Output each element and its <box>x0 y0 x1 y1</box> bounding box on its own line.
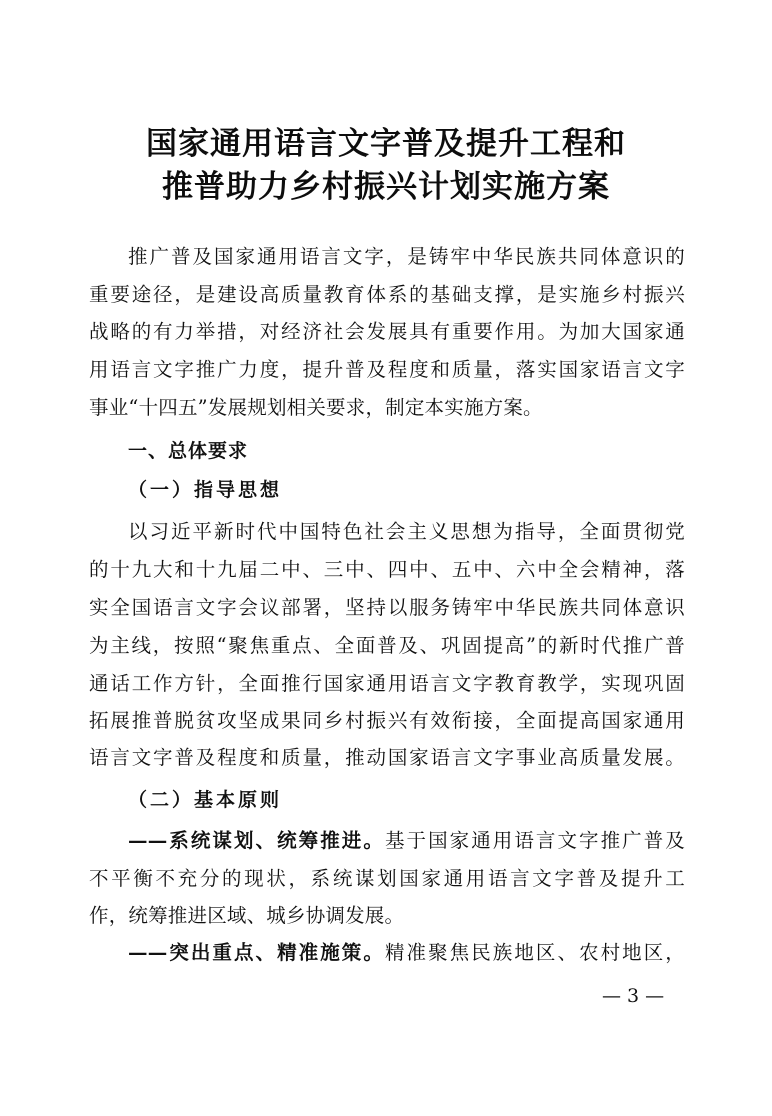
principle-1-text: 基于国家通用语言文字推广普及 <box>384 829 685 852</box>
guiding-line-6: 拓展推普脱贫攻坚成果同乡村振兴有效衔接，全面提高国家通用 <box>89 709 685 732</box>
principle-2-line-1 <box>128 941 685 965</box>
guiding-line-2: 的十九大和十九届二中、三中、四中、五中、六中全会精神，落 <box>89 558 685 581</box>
principle-1-title: ——系统谋划、统筹推进。 <box>128 829 385 852</box>
section-heading-general-requirements: 一、总体要求 <box>128 440 249 462</box>
guiding-line-5: 通话工作方针，全面推行国家通用语言文字教育教学，实现巩固 <box>89 672 685 695</box>
principle-2-text: 精准聚焦民族地区、农村地区， <box>384 941 685 964</box>
subsection-heading-guiding-thought: （一）指导思想 <box>128 479 283 501</box>
page-number: — 3 — <box>602 985 665 1007</box>
intro-line-1: 推广普及国家通用语言文字，是铸牢中华民族共同体意识的 <box>128 245 685 268</box>
guiding-line-3: 实全国语言文字会议部署，坚持以服务铸牢中华民族共同体意识 <box>89 596 685 619</box>
guiding-line-1: 以习近平新时代中国特色社会主义思想为指导，全面贯彻党 <box>128 520 685 543</box>
guiding-line-4: 为主线，按照“聚焦重点、全面普及、巩固提高”的新时代推广普 <box>89 634 685 657</box>
principle-2-title: ——突出重点、精准施策。 <box>128 941 385 964</box>
intro-line-2: 重要途径，是建设高质量教育体系的基础支撑，是实施乡村振兴 <box>89 283 685 306</box>
intro-line-4: 用语言文字推广力度，提升普及程度和质量，落实国家语言文字 <box>89 358 685 381</box>
subsection-heading-basic-principles: （二）基本原则 <box>128 789 283 811</box>
intro-line-5: 事业“十四五”发展规划相关要求，制定本实施方案。 <box>89 396 543 419</box>
guiding-line-7: 语言文字普及程度和质量，推动国家语言文字事业高质量发展。 <box>89 746 685 769</box>
intro-line-3: 战略的有力举措，对经济社会发展具有重要作用。为加大国家通 <box>89 320 685 343</box>
principle-1-line-1 <box>128 829 685 853</box>
principle-1-line-2: 不平衡不充分的现状，系统谋划国家通用语言文字普及提升工 <box>89 867 685 890</box>
document-title-line-2: 推普助力乡村振兴计划实施方案 <box>162 169 610 205</box>
principle-1-line-3: 作，统筹推进区域、城乡协调发展。 <box>89 904 405 927</box>
document-title-line-1: 国家通用语言文字普及提升工程和 <box>146 126 626 162</box>
